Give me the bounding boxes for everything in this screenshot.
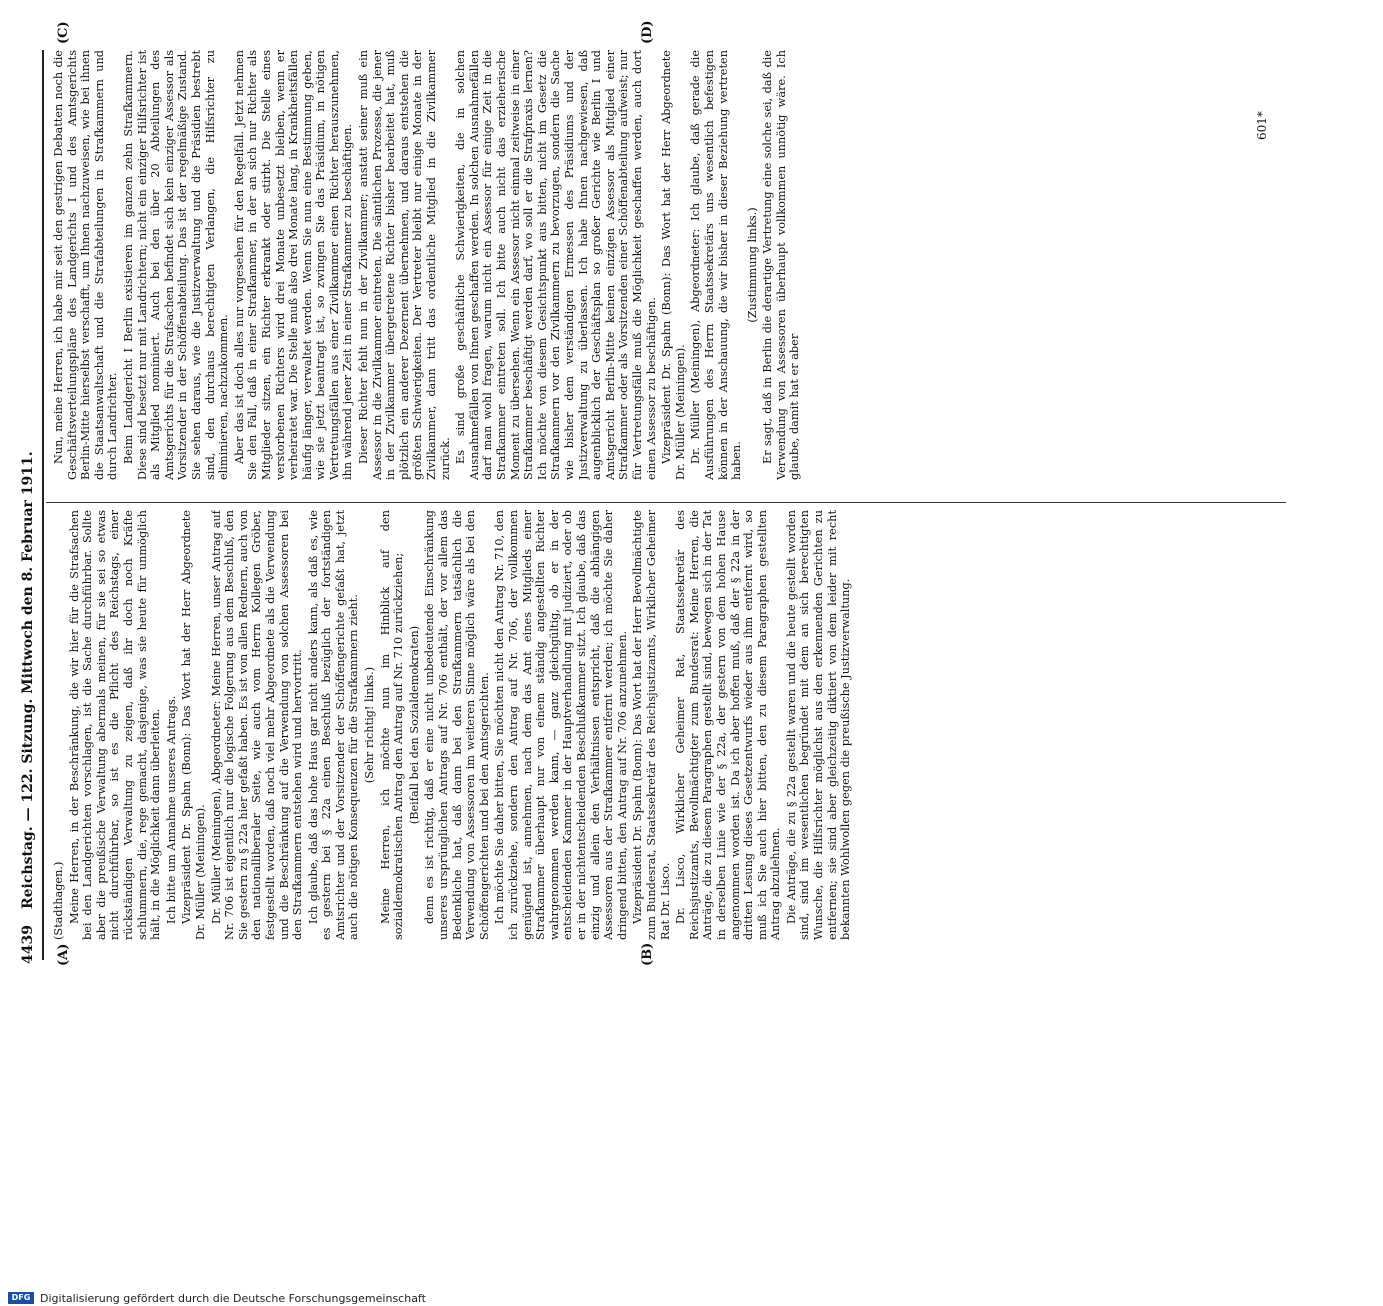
paragraph: Vizepräsident Dr. Spahn (Bonn): Das Wort hat der Herr Abgeordnete Dr. Müller (Meiningen).: [660, 50, 687, 480]
margin-marker-b: (B): [640, 942, 655, 966]
paragraph: Es sind große geschäftliche Schwierigkeiten, die in solchen Ausnahmefällen von Ihnen geschaffen werden. In solchen Ausnahmefällen darf man wohl fragen, warum nicht ein Assessor für einige Zeit in die Strafkammer eintreten soll. Ich bitte auch nicht das erzieherische Moment zu übersehen. Wenn ein Assessor nicht einmal zeitweise in einer Strafkammer beschäftigt werden darf, wo soll er die Strafpraxis lernen? Ich möchte von diesem Gesichtspunkt aus bitten, nicht im Gesetz die Strafkammern vor den Zivilkammern zu bevorzugen, sondern die Sache wie bisher dem verständigen Ermessen des Präsidiums und der Justizverwaltung zu überlassen. Ich habe Ihnen nachgewiesen, daß augenblicklich der Geschäftsplan so großer Gerichte wie Berlin I und Amtsgericht Berlin-Mitte keinen einzigen Assessor als Mitglied einer Strafkammer oder als Vorsitzenden einer Schöffenabteilung aufweist; nur für Vertretungsfälle muß die Möglichkeit geschaffen werden, auch dort einen Assessor zu beschäftigen.: [454, 50, 658, 480]
dfg-logo: DFG: [8, 1292, 34, 1304]
header-rule: [42, 50, 44, 960]
page-number: 4439: [20, 925, 36, 964]
column-divider: [46, 502, 1286, 503]
margin-marker-d: (D): [640, 20, 655, 44]
paragraph: Dr. Müller (Meiningen), Abgeordneter: Ich glaube, daß gerade die Ausführungen des Herrn Staatssekretärs uns wesentlich befestigen können in der Anschauung, die wir bisher in dieser Beziehung vertreten haben.: [689, 50, 744, 480]
page-header: [20, 44, 42, 964]
paragraph: Nun, meine Herren, ich habe mir seit den gestrigen Debatten noch die Geschäftsverteilungspläne des Landgerichts I und des Amtsgerichts Berlin-Mitte hierselbst verschafft, um Ihnen nachzuweisen, wie bei ihnen die Staatsanwaltschaft und die Strafabteilungen in Strafkammern und durch Landrichter.: [52, 50, 120, 480]
credit-text: Digitalisierung gefördert durch die Deutsche Forschungsgemeinschaft: [40, 1291, 426, 1305]
paragraph: Meine Herren, ich möchte nun im Hinblick auf den sozialdemokratischen Antrag den Antrag auf Nr. 710 zurückziehen;: [378, 510, 406, 940]
paragraph: (Sehr richtig! links.): [363, 666, 377, 784]
credit-bar: [8, 1290, 988, 1306]
paragraph: Dieser Richter fehlt nun in der Zivilkammer; anstatt seiner muß ein Assessor in die Zivilkammer eintreten. Die sämtlichen Prozesse, die jener in der Zivilkammer übergetretene Richter bisher bearbeitet hat, muß plötzlich ein anderer Dezernent übernehmen, und daraus entstehen die größten Schwierigkeiten. Der Vertreter bleibt nur einige Monate in der Zivilkammer, dann tritt das ordentliche Mitglied in die Zivilkammer zurück.: [357, 50, 452, 480]
margin-marker-c: (C): [56, 21, 71, 44]
paragraph: Die Anträge, die zu § 22a gestellt waren und die heute gestellt worden sind, sind im wesentlichen begründet mit dem an sich berechtigten Wunsche, die Hilfsrichter möglichst aus den erkennenden Gerichten zu entfernen; sie sind aber gleichzeitig diktiert von dem leider mit recht bekannten Wohlwollen gegen die preußische Justizverwaltung.: [784, 510, 853, 940]
paragraph: Meine Herren, in der Beschränkung, die wir hier für die Strafsachen bei den Landgerichten vorschlagen, ist die Sache durchführbar. Sollte aber die preußische Verwaltung abermals meinen, für sie sei so etwas nicht durchführbar, so ist es die Pflicht des Reichstags, einer rückständigen Verwaltung zu zeigen, daß ihr doch noch Kräfte schlummern, die, rege gemacht, dasjenige, was sie heute für unmöglich hält, in die Möglichkeit dann überleiten.: [67, 510, 163, 940]
paragraph: Ich bitte um Annahme unseres Antrags.: [164, 695, 178, 924]
paragraph: Vizepräsident Dr. Spahn (Bonn): Das Wort hat der Herr Bevollmächtigte zum Bundesrat, Staatssekretär des Reichsjustizamts, Wirklicher Geheimer Rat Dr. Lisco.: [631, 510, 672, 940]
paragraph: Ich glaube, daß das hohe Haus gar nicht anders kann, als daß es, wie es gestern bei § 22a einen Beschluß bezüglich der fortständigen Amtsrichter und der Vorsitzender der Schöffengerichte gefaßt hat, jetzt auch die nötigen Konsequenzen für die Strafkammern zieht.: [306, 510, 361, 940]
header-title: Reichstag. — 122. Sitzung. Mittwoch den 8. Februar 1911.: [20, 451, 36, 909]
paragraph: (Beifall bei den Sozialdemokraten): [407, 625, 421, 825]
paragraph: (Stadthagen.): [52, 861, 65, 940]
paragraph: denn es ist richtig, daß er eine nicht unbedeutende Einschränkung unseres ursprünglichen Antrags auf Nr. 706 enthält, der vor allem das Bedenkliche hat, daß dann bei den Strafkammern tatsächlich die Verwendung von Assessoren im weiteren Sinne möglich wäre als bei den Schöffengerichten und bei den Amtsgerichten.: [423, 510, 491, 940]
paragraph: Dr. Lisco, Wirklicher Geheimer Rat, Staatssekretär des Reichsjustizamts, Bevollmächtigter zum Bundesrat: Meine Herren, die Anträge, die zu diesem Paragraphen gestellt sind, bewegen sich in der Tat in derselben Linie wie der § 22a, der gestern von dem hohen Hause angenommen worden ist. Da ich aber hoffen muß, daß der § 22a in der dritten Lesung dieses Gesetzentwurfs wieder aus ihm entfernt wird, so muß ich Sie auch hier bitten, den zu diesem Paragraphen gestellten Antrag abzulehnen.: [674, 510, 783, 940]
right-text-column: [52, 50, 1292, 480]
left-text-column: [52, 510, 1292, 940]
paragraph: Er sagt, daß in Berlin die derartige Vertretung eine solche sei, daß die Verwendung von Assessoren überhaupt vollkommen unnötig wäre. Ich glaube, damit hat er aber: [761, 50, 802, 480]
sheet-number: 601*: [1255, 111, 1269, 140]
margin-marker-a: (A): [56, 943, 71, 966]
paragraph: Ich möchte Sie daher bitten, Sie möchten nicht den Antrag Nr. 710, den ich zurückziehe, sondern den Antrag auf Nr. 706, der vollkommen genügend ist, annehmen, nach dem das Amt eines Mitglieds einer Strafkammer überhaupt nur von einem ständig angestellten Richter wahrgenommen werden kann, — ganz gleichgültig, ob er in der entscheidenden Kammer in der Hauptverhandlung mit judiziert, oder ob er in der nichtentscheidenden Beschlußkammer sitzt. Ich glaube, daß das einzig und allein den Verhältnissen entspricht, daß die abhängigen Assessoren aus der Strafkammer entfernt werden; ich möchte Sie daher dringend bitten, den Antrag auf Nr. 706 anzunehmen.: [493, 510, 629, 940]
paragraph: Beim Landgericht I Berlin existieren im ganzen zehn Strafkammern. Diese sind besetzt nur mit Landrichtern; nicht ein einziger Hilfsrichter ist als Mitglied nominiert. Auch bei den über 20 Abteilungen des Amtsgerichts für die Strafsachen befindet sich kein einziger Assessor als Vorsitzender in der Schöffenabteilung. Das ist der regelmäßige Zustand. Sie sehen daraus, wie die Justizverwaltung und die Präsidien bestrebt sind, den durchaus berechtigten Verlangen, die Hilfsrichter zu eliminieren, nachzukommen.: [121, 50, 231, 480]
paragraph: Aber das ist doch alles nur vorgesehen für den Regelfall. Jetzt nehmen Sie den Fall, daß in einer Strafkammer, in der an sich nur Richter als Mitglieder sitzen, ein Richter erkrankt oder stirbt. Die Stelle eines verstorbenen Richters wird drei Monate unbesetzt bleiben, wenn er verheiratet war. Die Stelle muß also drei Monate lang, in Krankheitsfällen häufig länger, verwaltet werden. Wenn Sie nun eine Bestimmung geben, wie sie jetzt beantragt ist, so zwingen Sie das Präsidium, in nötigen Vertretungsfällen aus einer Zivilkammer einen Richter herauszunehmen, ihn während jener Zeit in einer Strafkammer zu beschäftigen.: [232, 50, 355, 480]
paragraph: Vizepräsident Dr. Spahn (Bonn): Das Wort hat der Herr Abgeordnete Dr. Müller (Meiningen).: [180, 510, 207, 940]
paragraph: Dr. Müller (Meiningen), Abgeordneter: Meine Herren, unser Antrag auf Nr. 706 ist eigentlich nur die logische Folgerung aus dem Beschluß, den Sie gestern zu § 22a hier gefaßt haben. Es ist von allen Rednern, auch von den nationalliberaler Seite, wie auch vom Herrn Kollegen Gröber, festgestellt worden, daß noch viel mehr Abgeordnete als die Verwendung und die Beschränkung auf die Verwendung von solchen Assessoren bei den Strafkammern entstehen wird und hervortritt.: [209, 510, 305, 940]
paragraph: (Zustimmung links.): [745, 207, 759, 323]
